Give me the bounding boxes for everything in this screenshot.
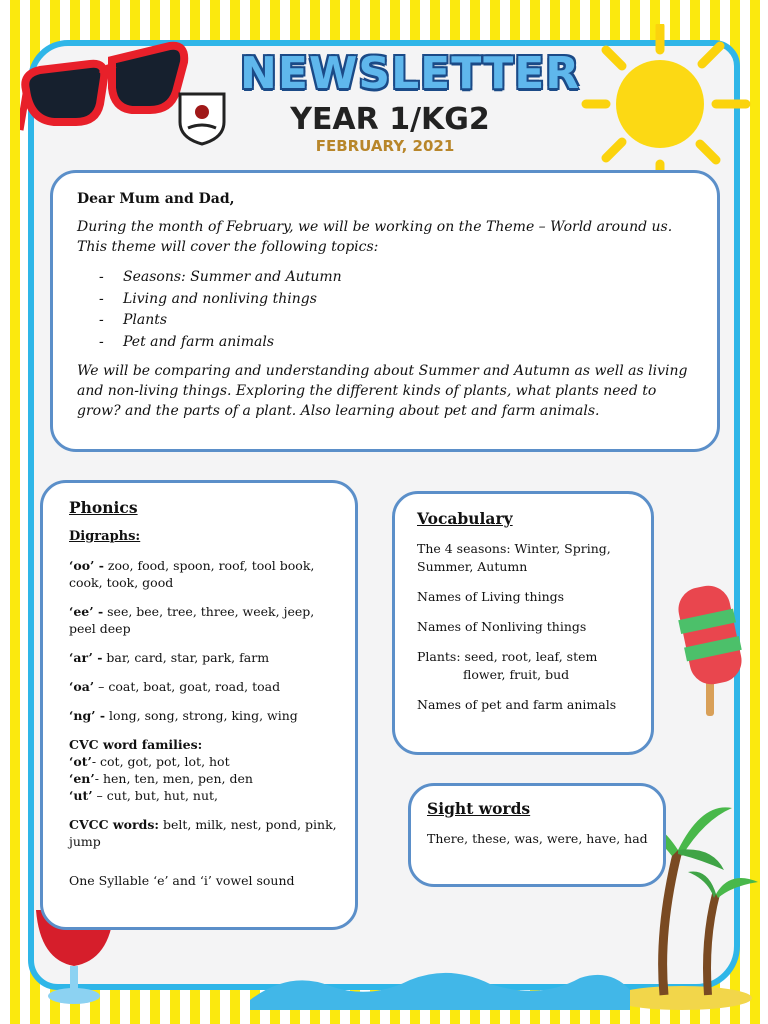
school-logo-icon: [176, 88, 228, 146]
cvc-words: - cot, got, pot, lot, hot: [91, 754, 230, 769]
digraph-words: – coat, boat, goat, road, toad: [94, 679, 281, 694]
vowel-sound-line: One Syllable ‘e’ and ‘i’ vowel sound: [69, 873, 295, 888]
list-item: [69, 603, 341, 637]
greeting: Dear Mum and Dad,: [77, 191, 235, 207]
vocabulary-heading: Vocabulary: [417, 509, 513, 528]
topic-text: Plants: [123, 312, 168, 328]
list-item: [77, 332, 695, 354]
list-item: [69, 770, 341, 787]
newsletter-date: FEBRUARY, 2021: [315, 137, 455, 155]
bullet-dash: -: [99, 312, 104, 328]
list-item: Plants: seed, root, leaf, stem: [417, 649, 598, 664]
digraph-words: long, song, strong, king, wing: [105, 708, 298, 723]
newsletter-title: NEWSLETTER: [240, 48, 581, 99]
digraph-words: bar, card, star, park, farm: [102, 650, 270, 665]
list-item: [77, 289, 695, 311]
cvcc-line: [69, 816, 341, 850]
digraph-key: ‘oo’ -: [69, 558, 104, 573]
intro-paragraph-2: We will be comparing and understanding about Summer and Autumn as well as living and non-living things. Exploring the different kinds of plants, what plants need to grow? and the parts of a plant. Also learning about pet and farm animals.: [77, 363, 688, 419]
class-title: YEAR 1/KG2: [290, 102, 490, 137]
cvcc-key: CVCC words:: [69, 817, 159, 832]
water-splash-icon: [250, 960, 630, 1010]
list-item: [69, 557, 341, 591]
list-item: [69, 678, 341, 695]
topic-text: Living and nonliving things: [123, 290, 317, 307]
cvc-key: ‘en’: [69, 771, 95, 786]
list-item: Names of Living things: [417, 589, 565, 604]
digraph-key: ‘oa’: [69, 679, 95, 694]
list-item: flower, fruit, bud: [463, 667, 570, 682]
phonics-panel: [40, 480, 358, 930]
phonics-heading: Phonics: [69, 498, 138, 517]
list-item: [69, 649, 341, 666]
cvc-key: ‘ut’: [69, 788, 93, 803]
digraph-key: ‘ee’ -: [69, 604, 104, 619]
bullet-dash: -: [99, 290, 104, 307]
sight-words-list: There, these, was, were, have, had: [427, 831, 648, 846]
intro-paragraph: During the month of February, we will be working on the Theme – World around us. This theme will cover the following topics:: [77, 219, 673, 255]
sight-words-heading: Sight words: [427, 799, 531, 818]
popsicle-icon: [676, 580, 746, 720]
digraphs-heading: Digraphs:: [69, 529, 141, 544]
intro-letter: [50, 170, 720, 452]
list-item: [69, 753, 341, 770]
digraph-words: see, bee, tree, three, week, jeep, peel deep: [69, 604, 315, 636]
vocabulary-panel: [392, 491, 654, 755]
bullet-dash: -: [99, 269, 104, 285]
topic-text: Pet and farm animals: [123, 333, 274, 350]
digraph-words: zoo, food, spoon, roof, tool book, cook, took, good: [69, 558, 315, 590]
cvc-words: - hen, ten, men, pen, den: [94, 771, 253, 786]
cvc-key: ‘ot’: [69, 754, 92, 769]
list-item: [69, 707, 341, 724]
digraph-key: ‘ng’ -: [69, 708, 106, 723]
cvcc-words: belt, milk, nest, pond, pink, jump: [69, 817, 337, 849]
topic-text: Seasons: Summer and Autumn: [123, 269, 342, 285]
list-item: Names of Nonliving things: [417, 619, 587, 634]
bullet-dash: -: [99, 333, 104, 350]
sun-icon: [572, 24, 758, 184]
cvc-heading: CVC word families:: [69, 737, 203, 752]
cvc-words: – cut, but, hut, nut,: [92, 788, 218, 803]
digraph-key: ‘ar’ -: [69, 650, 103, 665]
list-item: Names of pet and farm animals: [417, 697, 617, 712]
list-item: [77, 310, 695, 332]
sunglasses-icon: [20, 34, 190, 134]
list-item: [77, 267, 695, 289]
list-item: [69, 787, 341, 804]
list-item: The 4 seasons: Winter, Spring, Summer, Autumn: [417, 541, 611, 574]
topic-list: [77, 267, 695, 353]
sight-words-panel: [408, 783, 666, 887]
